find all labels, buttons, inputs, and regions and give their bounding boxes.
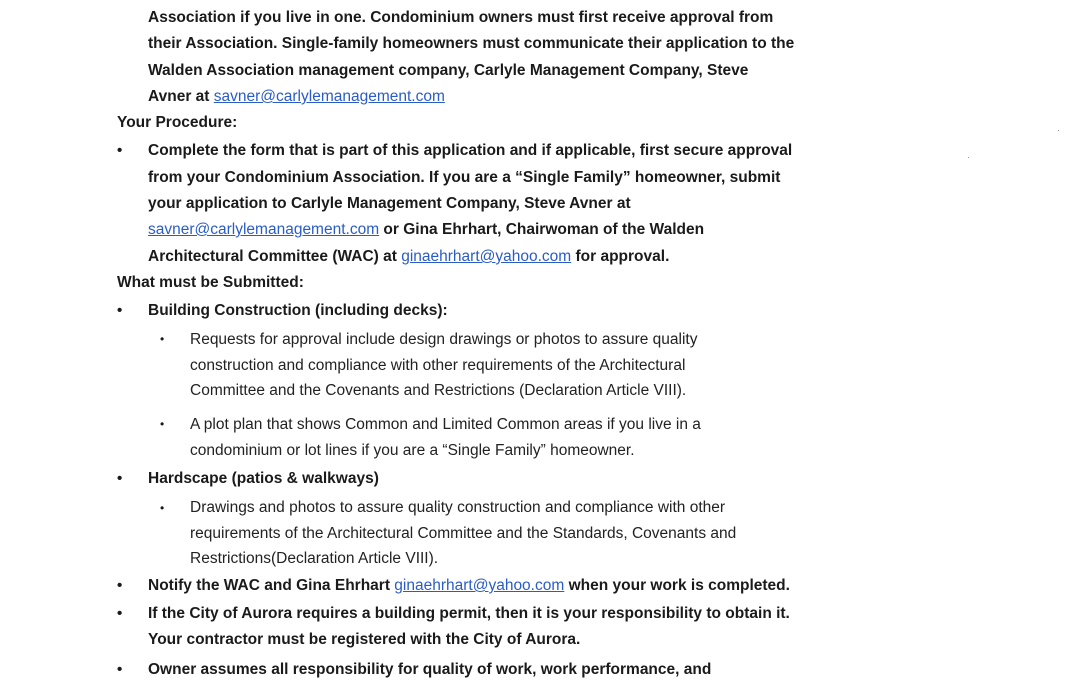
email-link-savner-procedure[interactable]: savner@carlylemanagement.com	[148, 221, 380, 238]
permit-bullet: •	[117, 605, 123, 622]
building-sub-bullet-a: •	[160, 332, 165, 346]
procedure-bullet: •	[117, 142, 123, 159]
procedure-heading: Your Procedure:	[117, 114, 238, 131]
procedure-line-2: from your Condominium Association. If you are a “Single Family” homeowner, submit	[148, 169, 781, 186]
email-link-gina-notify[interactable]: ginaehrhart@yahoo.com	[394, 577, 565, 594]
building-a-line-2: construction and compliance with other requirements of the Architectural	[190, 357, 686, 374]
email-link-savner-intro[interactable]: savner@carlylemanagement.com	[213, 88, 445, 105]
hardscape-a-line-2: requirements of the Architectural Committee and the Standards, Covenants and	[190, 525, 737, 542]
hardscape-title: Hardscape (patios & walkways)	[148, 470, 379, 487]
procedure-line-5	[148, 244, 669, 270]
building-sub-bullet-b: •	[160, 417, 165, 431]
owner-bullet: •	[117, 661, 123, 678]
scan-speck	[1058, 130, 1059, 131]
notify-prefix: Notify the WAC and Gina Ehrhart	[148, 577, 395, 594]
procedure-line-1: Complete the form that is part of this application and if applicable, first secure approval	[148, 142, 793, 159]
owner-line-1: Owner assumes all responsibility for quality of work, work performance, and	[148, 661, 712, 678]
procedure-line-4	[148, 217, 704, 243]
intro-line-4	[148, 84, 445, 110]
building-b-line-2: condominium or lot lines if you are a “Single Family” homeowner.	[190, 442, 635, 459]
procedure-line-4-rest: or Gina Ehrhart, Chairwoman of the Walden	[379, 221, 705, 238]
scan-speck	[968, 157, 969, 158]
submitted-heading: What must be Submitted:	[117, 274, 304, 291]
building-bullet: •	[117, 302, 123, 319]
building-a-line-1: Requests for approval include design drawings or photos to assure quality	[190, 331, 698, 348]
building-a-line-3: Committee and the Covenants and Restrictions (Declaration Article VIII).	[190, 382, 687, 399]
procedure-line-3: your application to Carlyle Management Company, Steve Avner at	[148, 195, 631, 212]
notify-line	[148, 573, 790, 599]
notify-bullet: •	[117, 577, 123, 594]
building-b-line-1: A plot plan that shows Common and Limited Common areas if you live in a	[190, 416, 701, 433]
intro-line-4-prefix: Avner at	[148, 88, 214, 105]
email-link-gina-procedure[interactable]: ginaehrhart@yahoo.com	[401, 248, 572, 265]
building-title: Building Construction (including decks):	[148, 302, 448, 319]
hardscape-sub-bullet: •	[160, 501, 165, 515]
intro-line-3: Walden Association management company, Carlyle Management Company, Steve	[148, 62, 749, 79]
hardscape-bullet: •	[117, 470, 123, 487]
intro-line-1: Association if you live in one. Condominium owners must first receive approval from	[148, 9, 774, 26]
intro-line-2: their Association. Single-family homeowners must communicate their application to the	[148, 35, 795, 52]
hardscape-a-line-3: Restrictions(Declaration Article VIII).	[190, 550, 439, 567]
permit-line-1: If the City of Aurora requires a building permit, then it is your responsibility to obtain it.	[148, 605, 790, 622]
procedure-line-5-suffix: for approval.	[571, 248, 670, 265]
permit-line-2: Your contractor must be registered with the City of Aurora.	[148, 631, 581, 648]
notify-suffix: when your work is completed.	[564, 577, 790, 594]
hardscape-a-line-1: Drawings and photos to assure quality construction and compliance with other	[190, 499, 726, 516]
procedure-line-5-prefix: Architectural Committee (WAC) at	[148, 248, 402, 265]
